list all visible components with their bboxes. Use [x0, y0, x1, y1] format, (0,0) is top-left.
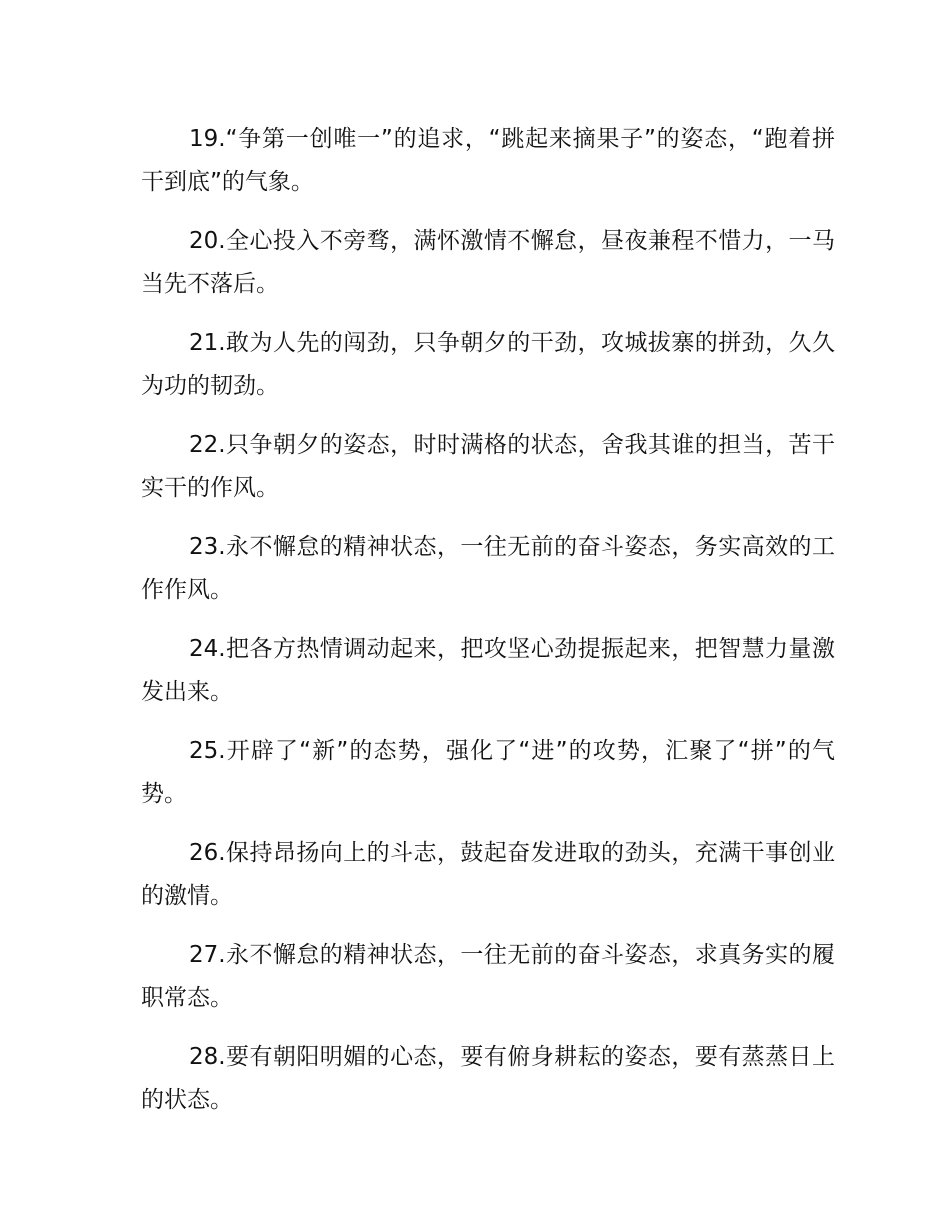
document-body: [141, 118, 835, 1138]
paragraph-25: 25.开辟了“新”的态势，强化了“进”的攻势，汇聚了“拼”的气势。: [141, 738, 835, 807]
paragraph-28: 28.要有朝阳明媚的心态，要有俯身耕耘的姿态，要有蒸蒸日上的状态。: [141, 1044, 835, 1113]
paragraph-27: 27.永不懈怠的精神状态，一往无前的奋斗姿态，求真务实的履职常态。: [141, 942, 835, 1011]
paragraph-26: 26.保持昂扬向上的斗志，鼓起奋发进取的劲头，充满干事创业的激情。: [141, 840, 835, 909]
paragraph-21: 21.敢为人先的闯劲，只争朝夕的干劲，攻城拔寨的拼劲，久久为功的韧劲。: [141, 330, 835, 399]
paragraph-24: 24.把各方热情调动起来，把攻坚心劲提振起来，把智慧力量激发出来。: [141, 636, 835, 705]
paragraph-19: 19.“争第一创唯一”的追求，“跳起来摘果子”的姿态，“跑着拼干到底”的气象。: [141, 126, 835, 195]
paragraph-22: 22.只争朝夕的姿态，时时满格的状态，舍我其谁的担当，苦干实干的作风。: [141, 432, 835, 501]
paragraph-20: 20.全心投入不旁骛，满怀激情不懈怠，昼夜兼程不惜力，一马当先不落后。: [141, 228, 835, 297]
paragraph-23: 23.永不懈怠的精神状态，一往无前的奋斗姿态，务实高效的工作作风。: [141, 534, 835, 603]
